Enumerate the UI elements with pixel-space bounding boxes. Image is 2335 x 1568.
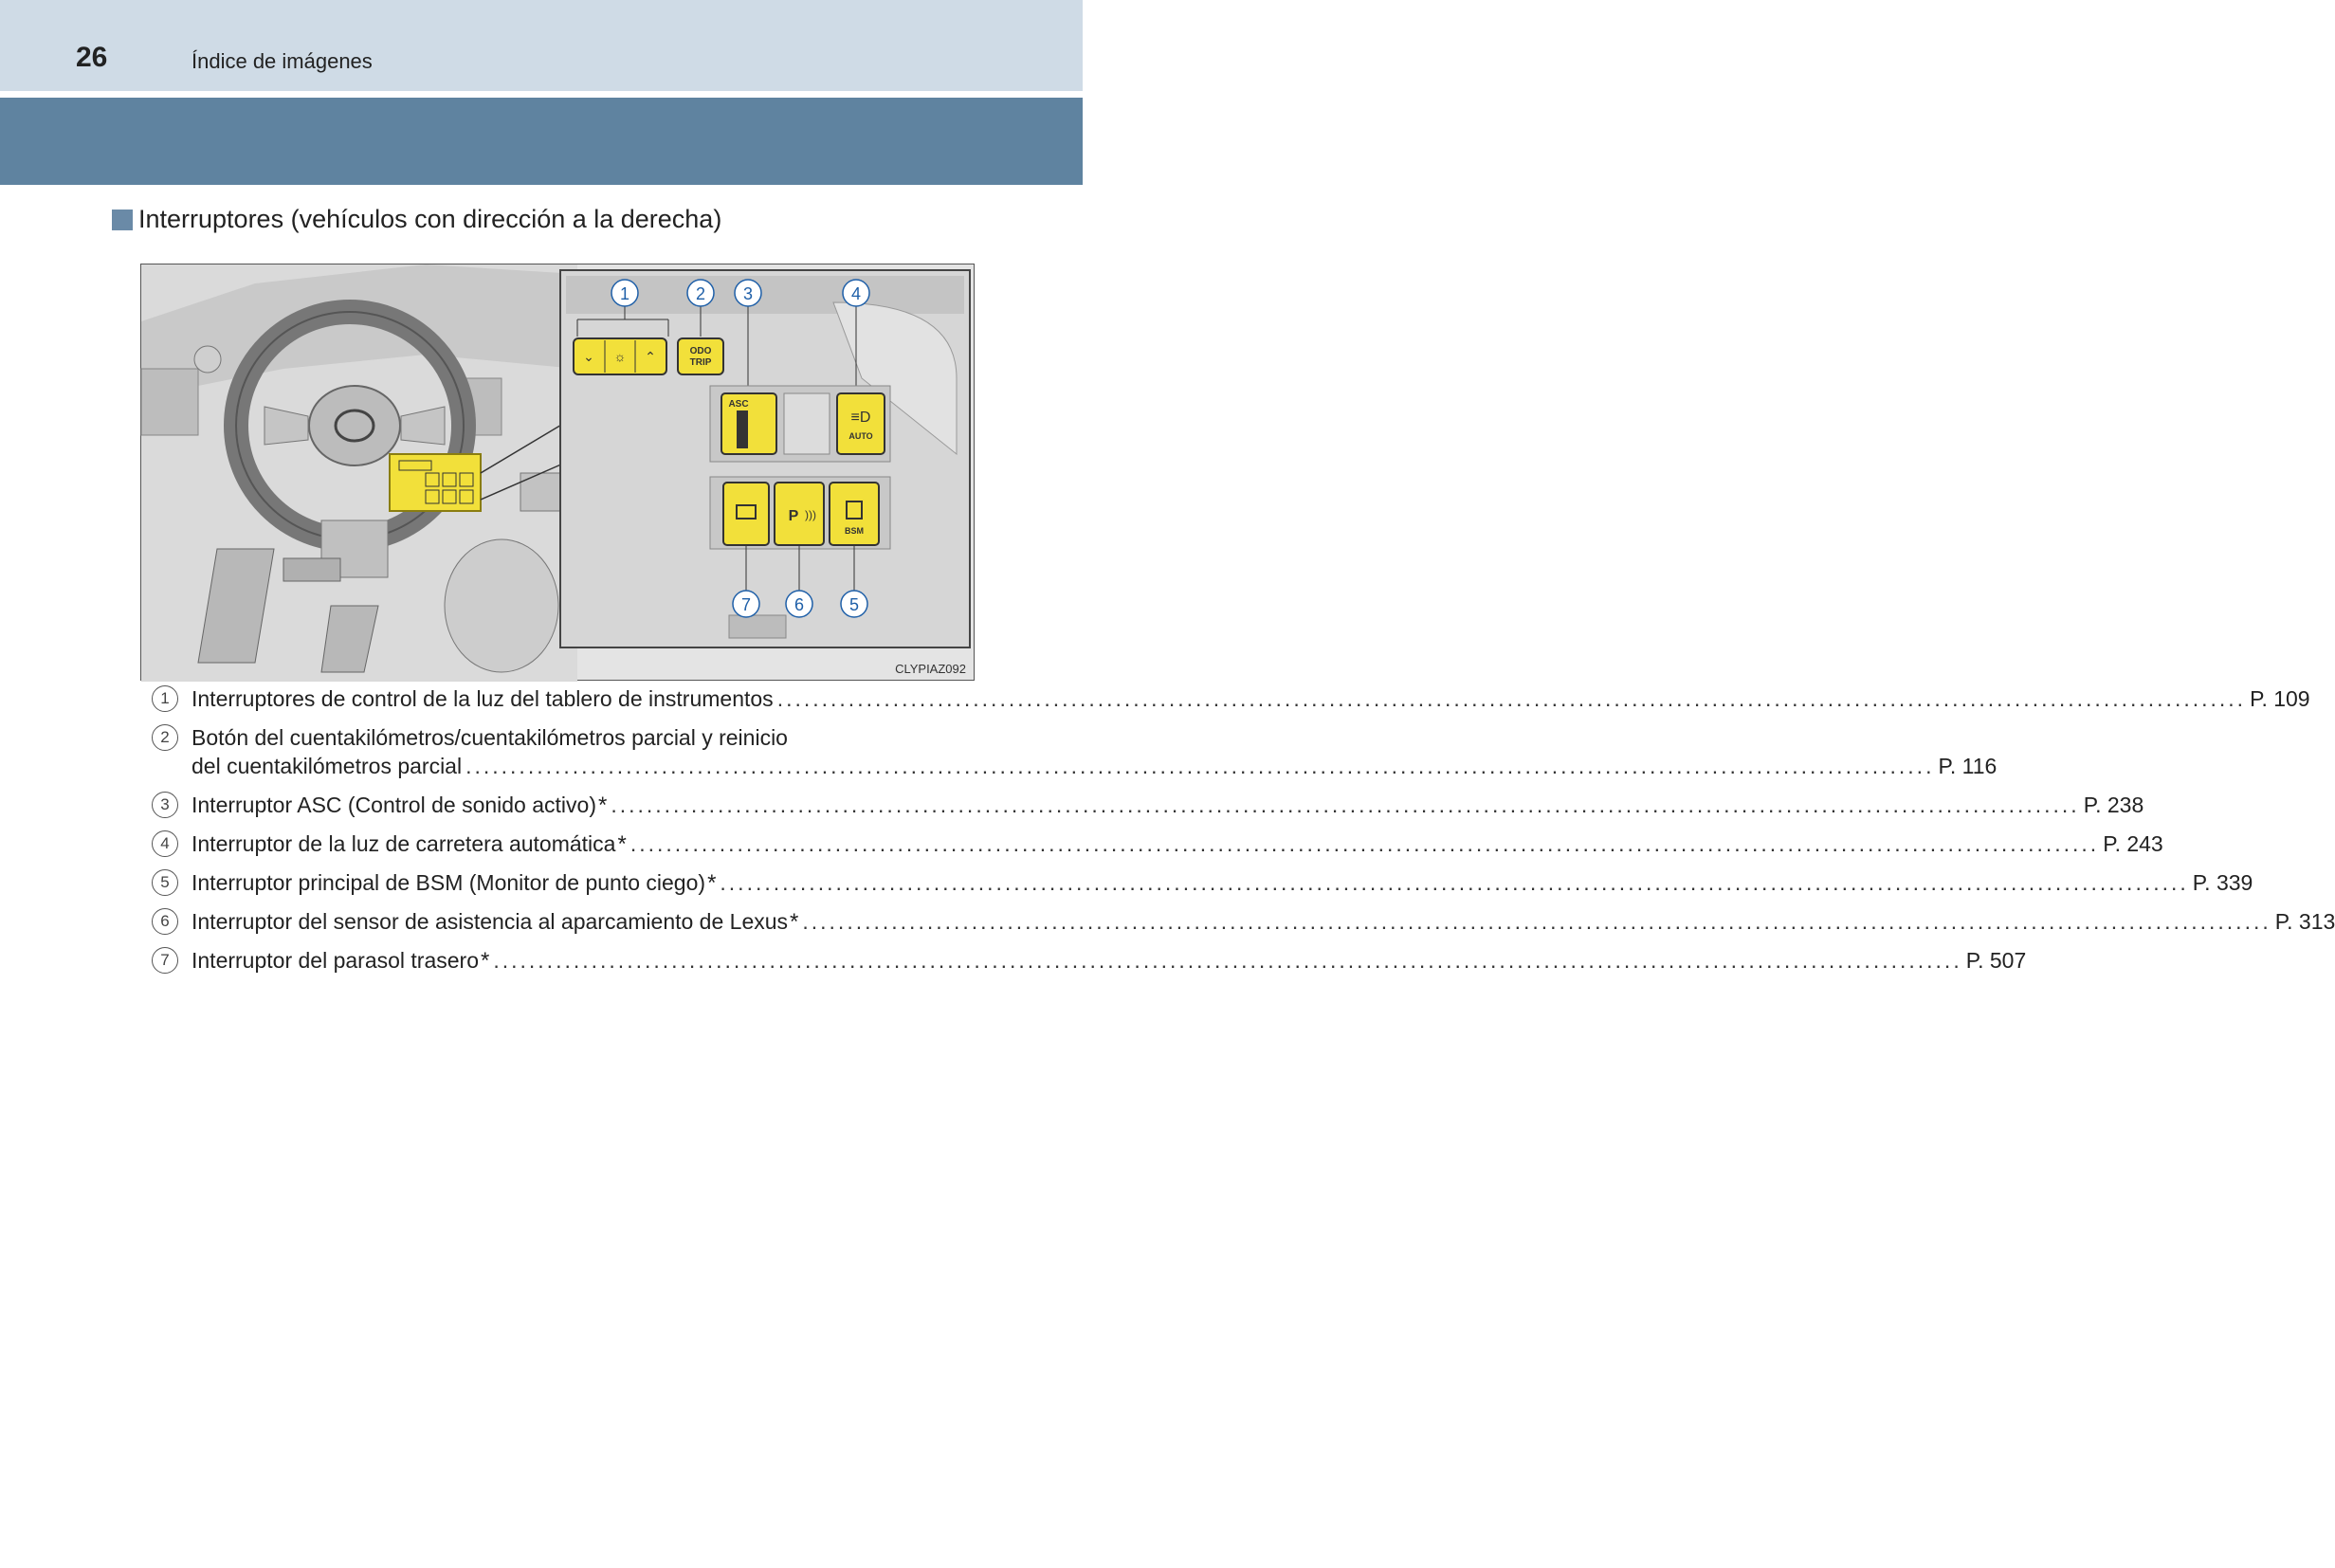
parking-assist-switch xyxy=(775,483,824,545)
item-description: Interruptor ASC (Control de sonido activo) xyxy=(192,793,596,817)
blank-switch xyxy=(784,393,830,454)
section-square-icon xyxy=(112,210,133,230)
auto-label: AUTO xyxy=(848,431,873,441)
cockpit-drawing xyxy=(141,264,976,682)
callout-4 xyxy=(843,280,869,306)
air-vent-left xyxy=(141,369,198,435)
callout-3 xyxy=(735,280,761,306)
callout-2 xyxy=(687,280,714,306)
svg-text:6: 6 xyxy=(794,595,805,614)
list-item: 5 Interruptor principal de BSM (Monitor de punto ciego) * ..................................................................................................................................................................... P. 339 xyxy=(152,868,931,907)
item-description: Interruptor principal de BSM (Monitor de punto ciego) xyxy=(192,870,706,895)
rear-sunshade-switch xyxy=(723,483,769,545)
illumination-icon: ☼ xyxy=(613,349,627,364)
dot-leader: ..................................................................................................................................................................... xyxy=(465,754,1935,778)
list-item: 6 Interruptor del sensor de asistencia al aparcamiento de Lexus * ..................................................................................................................................................................... P. 313 xyxy=(152,907,931,946)
dim-down-icon: ⌄ xyxy=(583,349,594,364)
svg-text:1: 1 xyxy=(619,284,630,303)
page-reference[interactable]: P. 243 xyxy=(2103,831,2163,856)
list-item xyxy=(152,684,2310,723)
dot-leader: ..................................................................................................................................................................... xyxy=(629,831,2100,856)
page-reference[interactable]: P. 116 xyxy=(1938,754,1998,778)
page-reference[interactable]: P. 238 xyxy=(2083,793,2144,817)
sensor-waves-icon: ))) xyxy=(805,508,816,521)
bsm-switch xyxy=(830,483,879,545)
steering-hub xyxy=(309,386,400,465)
svg-text:3: 3 xyxy=(742,284,754,303)
item-number: 7 xyxy=(152,947,178,974)
list-item: 7 Interruptor del parasol trasero * ..................................................................................................................................................................... P. 507 xyxy=(152,946,931,985)
high-beam-icon: ≡D xyxy=(850,410,871,426)
item-number: 6 xyxy=(152,908,178,935)
dot-leader: ..................................................................................................................................................................... xyxy=(776,686,2247,711)
header-band xyxy=(0,98,1083,185)
page-number: 26 xyxy=(76,42,108,73)
item-description: Interruptor del parasol trasero xyxy=(192,948,479,973)
figure-code: CLYPIAZ092 xyxy=(895,662,966,676)
highlighted-switch-cluster xyxy=(390,454,481,511)
list-item: 4 Interruptor de la luz de carretera automática * ..................................................................................................................................................................... P. 243 xyxy=(152,830,931,868)
item-number: 3 xyxy=(152,792,178,818)
callout-5 xyxy=(841,591,867,617)
header-title: Índice de imágenes xyxy=(192,49,373,73)
item-description: Interruptor de la luz de carretera automática xyxy=(192,831,616,856)
callout-6 xyxy=(786,591,812,617)
item-description: Interruptor del sensor de asistencia al aparcamiento de Lexus xyxy=(192,909,789,934)
svg-text:4: 4 xyxy=(850,284,862,303)
footrest xyxy=(283,558,340,581)
list-item xyxy=(152,723,1998,791)
bsm-label: BSM xyxy=(845,526,864,536)
item-description: Interruptores de control de la luz del tablero de instrumentos xyxy=(192,686,774,711)
trip-label: TRIP xyxy=(689,357,712,368)
door-speaker xyxy=(445,539,558,672)
page-reference[interactable]: P. 109 xyxy=(2250,686,2310,711)
parking-label: P xyxy=(788,508,799,524)
asc-label: ASC xyxy=(728,399,749,410)
start-button xyxy=(194,346,221,373)
item-description: Botón del cuentakilómetros/cuentakilómetros parcial y reinicio xyxy=(192,725,788,750)
odo-label: ODO xyxy=(689,346,712,356)
callout-7 xyxy=(733,591,759,617)
item-number: 1 xyxy=(152,685,178,712)
dot-leader: ..................................................................................................................................................................... xyxy=(493,948,1962,973)
inset-lower-vent xyxy=(729,615,786,638)
item-number: 2 xyxy=(152,724,178,751)
section-title xyxy=(112,205,721,234)
svg-text:7: 7 xyxy=(740,595,752,614)
switches-illustration xyxy=(140,264,975,681)
odo-trip-button xyxy=(678,338,723,374)
dim-up-icon: ⌃ xyxy=(645,349,656,364)
callout-1 xyxy=(611,280,638,306)
dot-leader: ..................................................................................................................................................................... xyxy=(720,870,2189,895)
item-number: 5 xyxy=(152,869,178,896)
header-bar xyxy=(0,0,1083,91)
page-reference[interactable]: P. 339 xyxy=(2192,870,2253,895)
svg-text:5: 5 xyxy=(848,595,860,614)
svg-text:2: 2 xyxy=(695,284,706,303)
asc-dial-icon xyxy=(737,410,748,448)
switch-index-list xyxy=(152,684,2335,985)
page-reference[interactable]: P. 507 xyxy=(1965,948,2027,973)
list-item: 3 Interruptor ASC (Control de sonido activo) * ..................................................................................................................................................................... P. 238 xyxy=(152,791,931,830)
item-number: 4 xyxy=(152,830,178,857)
dot-leader: ..................................................................................................................................................................... xyxy=(802,909,2271,934)
dot-leader: ..................................................................................................................................................................... xyxy=(611,793,2080,817)
section-title-text: Interruptores (vehículos con dirección a la derecha) xyxy=(138,205,722,233)
item-description-continued: del cuentakilómetros parcial xyxy=(192,754,463,778)
page-reference[interactable]: P. 313 xyxy=(2274,909,2335,934)
